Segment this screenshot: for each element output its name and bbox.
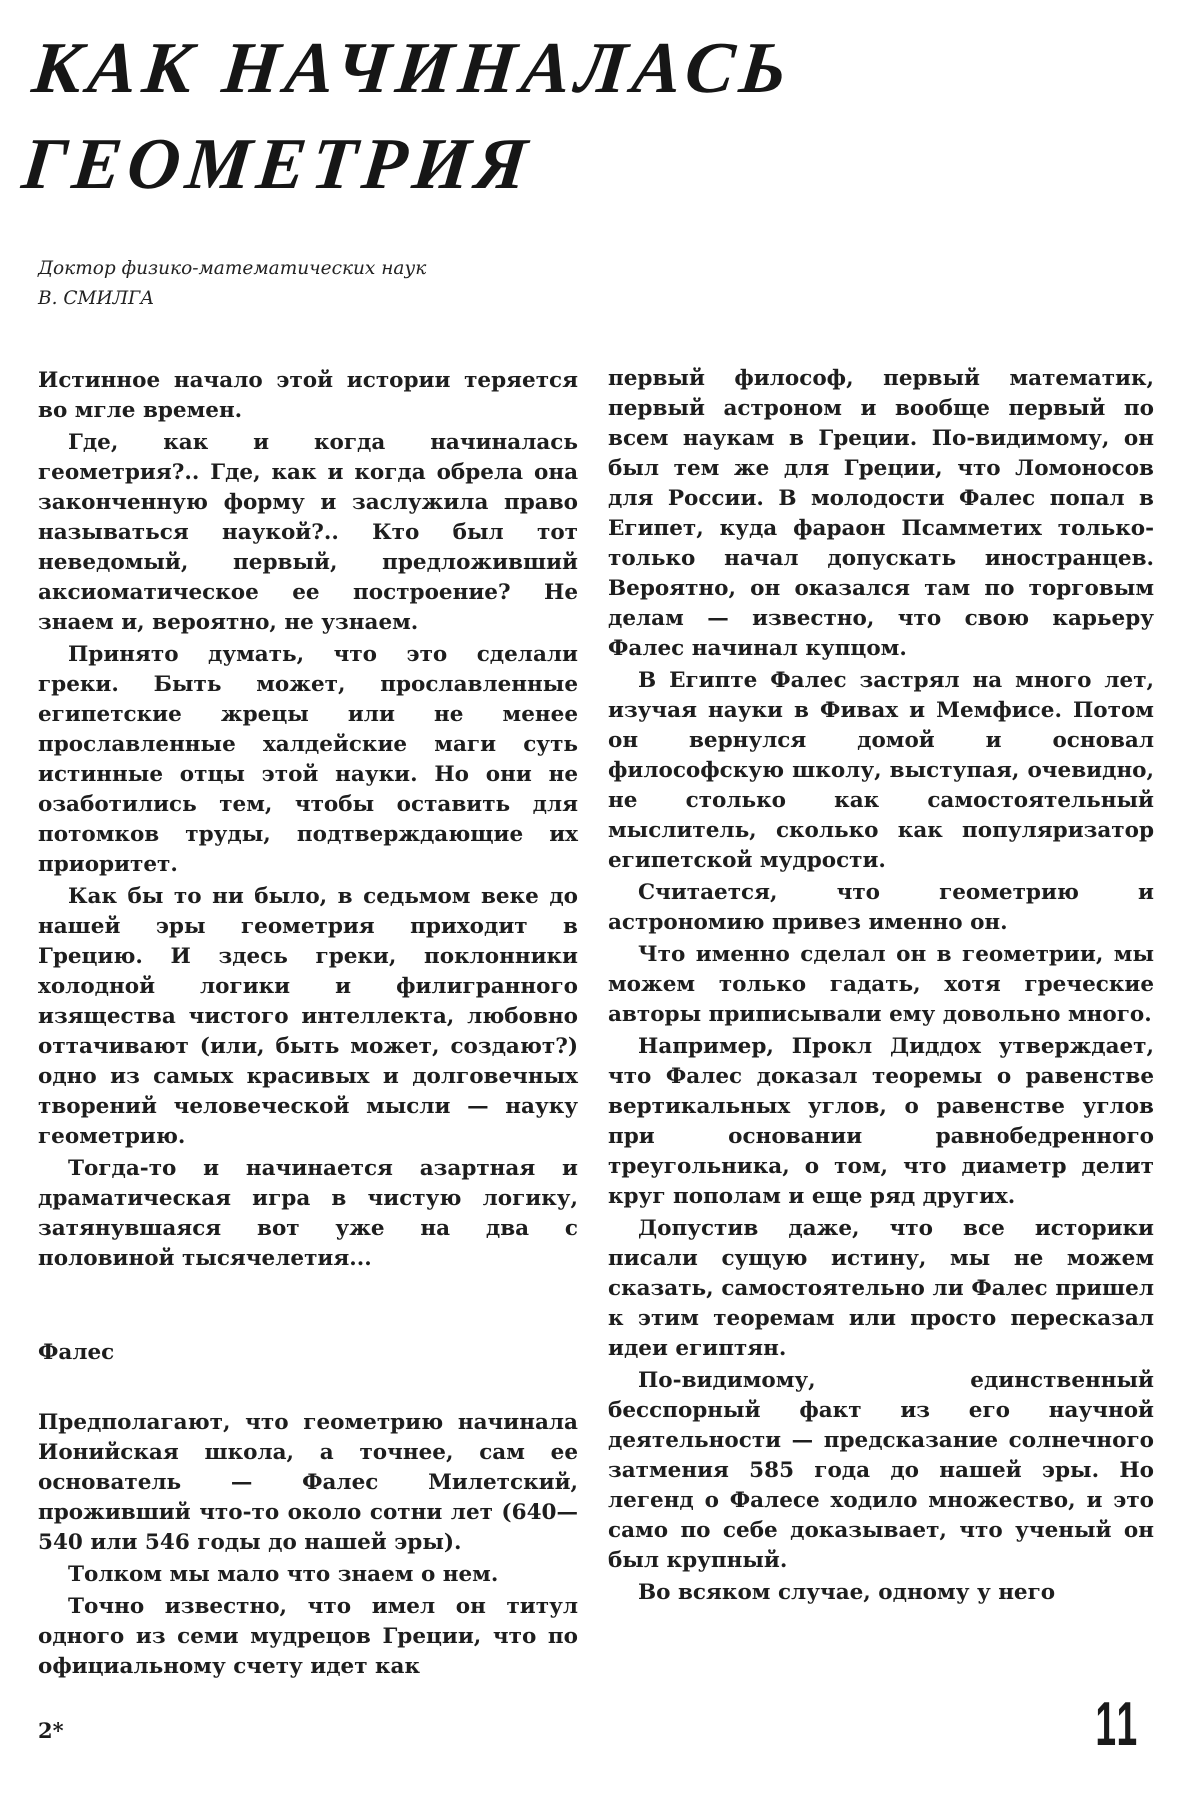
paragraph: Как бы то ни было, в седьмом веке до нашей эры геометрия приходит в Грецию. И здесь греки, поклонники холодной логики и филигранного изящества чистого интеллекта, любовно оттачивают (или, быть может, создают?) одно из самых красивых и долговечных творений человеческой мысли — науку геометрию. bbox=[38, 884, 578, 1149]
article-title bbox=[18, 20, 798, 212]
paragraph: Истинное начало этой истории теряется во мгле времен. bbox=[38, 368, 578, 423]
paragraph: Во всяком случае, одному у него bbox=[638, 1580, 1056, 1605]
paragraph: Толком мы мало что знаем о нем. bbox=[68, 1562, 499, 1587]
paragraph: Предполагают, что геометрию начинала Ионийская школа, а точнее, сам ее основатель — Фалес Милетский, проживший что-то около сотни лет (640—540 или 546 годы до нашей эры). bbox=[38, 1410, 578, 1555]
paragraph: первый философ, первый математик, первый астроном и вообще первый по всем наукам в Греции. По-видимому, он был тем же для Греции, что Ломоносов для России. В молодости Фалес попал в Египет, куда фараон Псамметих только-только начал допускать иностранцев. Вероятно, он оказался там по торговым делам — известно, что свою карьеру Фалес начинал купцом. bbox=[608, 366, 1154, 661]
paragraph: Например, Прокл Диддох утверждает, что Фалес доказал теоремы о равенстве вертикальных углов, о равенстве углов при основании равнобедренного треугольника, о том, что диаметр делит круг пополам и еще ряд других. bbox=[608, 1034, 1154, 1209]
paragraph: Точно известно, что имел он титул одного из семи мудрецов Греции, что по официальному счету идет как bbox=[38, 1594, 578, 1679]
section-heading: Фалес bbox=[38, 1340, 115, 1365]
author-name: В. СМИЛГА bbox=[38, 288, 155, 309]
paragraph: Допустив даже, что все историки писали сущую истину, мы не можем сказать, самостоятельно ли Фалес пришел к этим теоремам или просто пересказал идеи египтян. bbox=[608, 1216, 1154, 1361]
left-column bbox=[38, 366, 578, 1684]
signature-mark: 2* bbox=[38, 1718, 64, 1743]
paragraph: Где, как и когда начиналась геометрия?.. Где, как и когда обрела она законченную форму и заслужила право называться наукой?.. Кто был тот неведомый, первый, предложивший аксиоматическое ее построение? Не знаем и, вероятно, не узнаем. bbox=[38, 430, 578, 635]
right-column bbox=[608, 364, 1154, 1610]
paragraph: Считается, что геометрию и астрономию привез именно он. bbox=[608, 880, 1154, 935]
paragraph: В Египте Фалес застрял на много лет, изучая науки в Фивах и Мемфисе. Потом он вернулся домой и основал философскую школу, выступая, очевидно, не столько как самостоятельный мыслитель, сколько как популяризатор египетской мудрости. bbox=[608, 668, 1154, 873]
page-number: 11 bbox=[1095, 1690, 1140, 1759]
paragraph: По-видимому, единственный бесспорный факт из его научной деятельности — предсказание солнечного затмения 585 года до нашей эры. Но легенд о Фалесе ходило множество, и это само по себе доказывает, что ученый он был крупный. bbox=[608, 1368, 1154, 1573]
title-line-1: КАК НАЧИНАЛАСЬ bbox=[28, 27, 797, 108]
paragraph: Что именно сделал он в геометрии, мы можем только гадать, хотя греческие авторы приписывали ему довольно много. bbox=[608, 942, 1154, 1027]
byline bbox=[38, 254, 426, 314]
paragraph: Принято думать, что это сделали греки. Быть может, прославленные египетские жрецы или не менее прославленные халдейские маги суть истинные отцы этой науки. Но они не озаботились тем, чтобы оставить для потомков труды, подтверждающие их приоритет. bbox=[38, 642, 578, 877]
paragraph: Тогда-то и начинается азартная и драматическая игра в чистую логику, затянувшаяся вот уже на два с половиной тысячелетия... bbox=[38, 1156, 578, 1271]
title-line-2: ГЕОМЕТРИЯ bbox=[18, 123, 537, 204]
author-credentials: Доктор физико-математических наук bbox=[38, 258, 427, 279]
